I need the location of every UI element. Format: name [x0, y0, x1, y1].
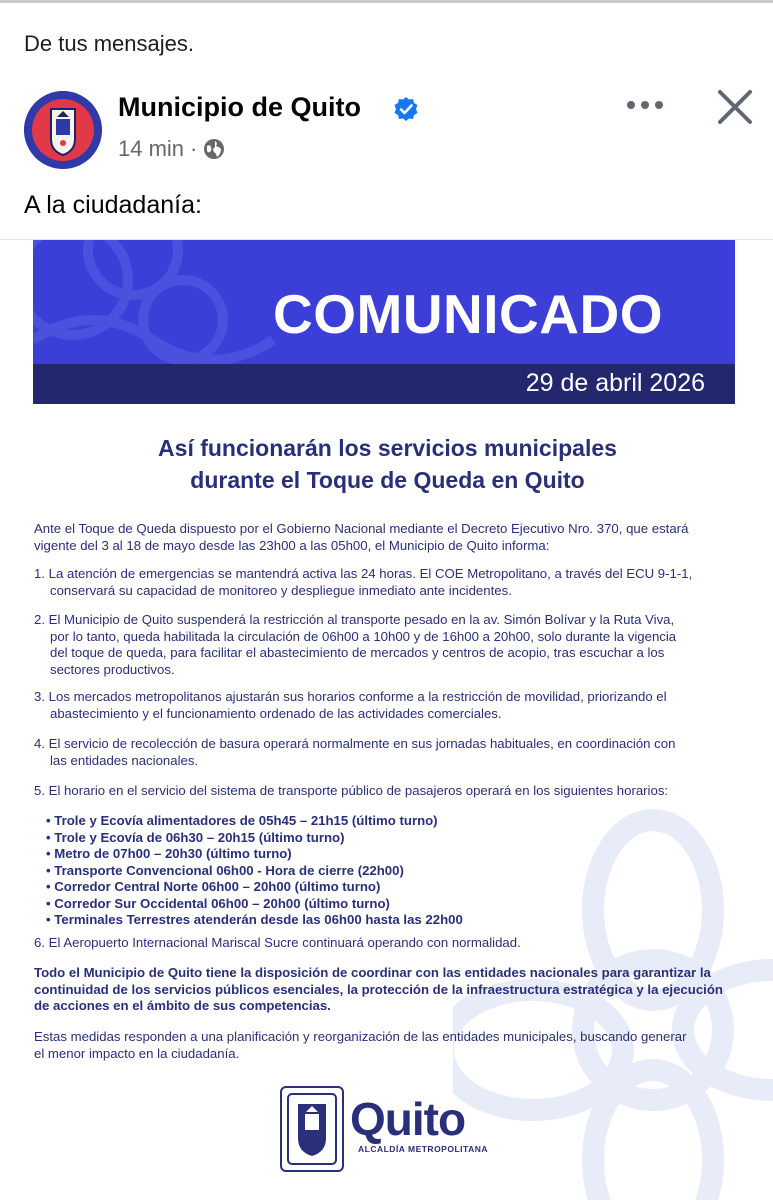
globe-icon[interactable]: [203, 138, 225, 160]
text-line: Ante el Toque de Queda dispuesto por el Gobierno Nacional mediante el Decreto Ejecutivo Nro. 370, que estará: [34, 521, 689, 536]
list-item: • Corredor Central Norte 06h00 – 20h00 (último turno): [46, 879, 381, 894]
item-5: [34, 783, 754, 800]
text-line: abastecimiento y el funcionamiento ordenado de las actividades comerciales.: [50, 705, 502, 721]
share-caption: De tus mensajes.: [24, 31, 194, 56]
list-item: • Metro de 07h00 – 20h30 (último turno): [46, 846, 292, 861]
text-line: de acciones en el ámbito de sus competencias.: [34, 998, 331, 1013]
item-6: [34, 935, 754, 952]
more-options-icon: [625, 100, 665, 110]
closing-paragraph-1: [34, 965, 754, 1015]
item-1: [34, 566, 754, 599]
page-name[interactable]: Municipio de Quito: [118, 92, 361, 122]
text-line: las entidades nacionales.: [50, 752, 199, 768]
text-line: el menor impacto en la ciudadanía.: [34, 1045, 240, 1061]
text-line: 6. El Aeropuerto Internacional Mariscal Sucre continuará operando con normalidad.: [34, 935, 521, 950]
date-bar: [33, 364, 735, 404]
item-3: [34, 689, 754, 722]
post-text: A la ciudadanía:: [24, 191, 202, 219]
top-divider: [0, 0, 773, 3]
closing-paragraph-2: [34, 1029, 754, 1062]
announcement-date: 29 de abril 2026: [525, 369, 705, 397]
transport-schedule-list: [46, 813, 463, 929]
list-item: • Terminales Terrestres atenderán desde las 06h00 hasta las 22h00: [46, 912, 463, 927]
more-options-button[interactable]: [622, 90, 668, 120]
text-line: vigente del 3 al 18 de mayo desde las 23h00 a las 05h00, el Municipio de Quito informa:: [34, 537, 550, 553]
banner: [33, 240, 735, 404]
banner-title: COMUNICADO: [273, 283, 663, 345]
text-line: del toque de queda, para facilitar el abastecimiento de mercados y centros de acopio, tras escuchar a los: [50, 645, 665, 660]
text-line: sectores productivos.: [50, 661, 175, 677]
verified-badge-icon: [393, 96, 419, 122]
document-title-line: Así funcionarán los servicios municipales: [158, 435, 617, 461]
list-item: • Transporte Convencional 06h00 - Hora de cierre (22h00): [46, 862, 404, 878]
document-title-line: durante el Toque de Queda en Quito: [190, 467, 585, 493]
text-line: Estas medidas responden a una planificación y reorganización de las entidades municipales, buscando generar: [34, 1029, 687, 1044]
text-line: 1. La atención de emergencias se mantendrá activa las 24 horas. El COE Metropolitano, a través del ECU 9-1-1,: [34, 566, 693, 581]
close-icon[interactable]: [712, 84, 758, 130]
announcement-image[interactable]: [0, 240, 773, 1200]
item-2: [34, 612, 754, 678]
meta-separator: ·: [190, 136, 198, 161]
text-line: continuidad de los servicios públicos esenciales, la protección de la infraestructura estratégica y la ejecución: [34, 981, 723, 997]
text-line: por lo tanto, queda habilitada la circulación de 06h00 a 10h00 y de 16h00 a 20h00, solo durante la vigencia: [50, 628, 677, 644]
list-item: • Corredor Sur Occidental 06h00 – 20h00 (último turno): [46, 895, 390, 911]
post-time[interactable]: 14 min: [118, 136, 185, 161]
post-meta: [118, 136, 225, 162]
quito-logo-subtitle: ALCALDÍA METROPOLITANA: [358, 1144, 488, 1154]
list-item: • Trole y Ecovía de 06h30 – 20h15 (último turno): [46, 829, 345, 845]
document-title: [60, 432, 715, 496]
text-line: Todo el Municipio de Quito tiene la disposición de coordinar con las entidades nacionales para garantizar la: [34, 965, 711, 980]
quito-logo-word: Quito: [350, 1093, 466, 1145]
page-avatar[interactable]: [24, 91, 102, 169]
seal-icon: [282, 1088, 342, 1170]
text-line: 4. El servicio de recolección de basura operará normalmente en sus jornadas habituales, en coordinación con: [34, 736, 676, 751]
text-line: conservará su capacidad de monitoreo y despliegue inmediato ante incidentes.: [50, 582, 512, 598]
text-line: 2. El Municipio de Quito suspenderá la restricción al transporte pesado en la av. Simón Bolívar y la Ruta Viva,: [34, 612, 675, 627]
text-line: 5. El horario en el servicio del sistema de transporte público de pasajeros operará en los siguientes horarios:: [34, 783, 669, 798]
list-item: • Trole y Ecovía alimentadores de 05h45 – 21h15 (último turno): [46, 813, 438, 828]
item-4: [34, 736, 754, 769]
intro-paragraph: [34, 521, 754, 554]
coat-of-arms-icon: [24, 91, 102, 169]
quito-seal-logo: [280, 1086, 344, 1172]
text-line: 3. Los mercados metropolitanos ajustarán sus horarios conforme a la restricción de movilidad, priorizando el: [34, 689, 667, 704]
